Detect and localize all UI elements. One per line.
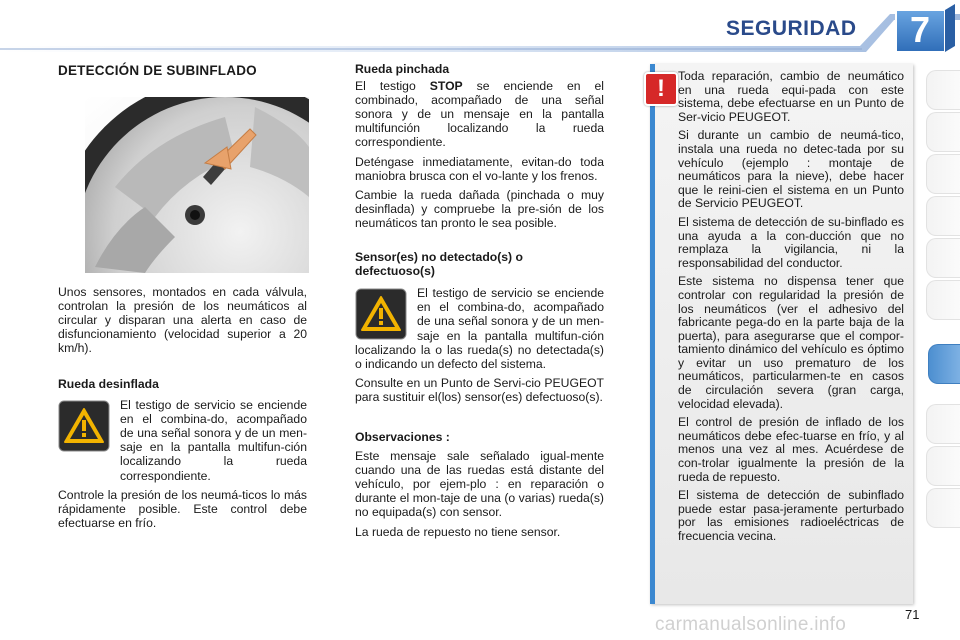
sensor-heading: Sensor(es) no detectado(s) o defectuoso(s) [355,250,523,279]
warning-icon [58,400,110,452]
side-tab[interactable] [926,112,960,152]
intro-text [58,285,307,360]
wheel-photo [85,97,309,273]
observations-heading: Observaciones : [355,429,450,444]
observations-paragraph-2: La rueda de repuesto no tiene sensor. [355,524,561,539]
note-paragraph-3: El sistema de detección de su-binflado es una ayuda a la con-ducción que no remplaza la vigilancia, ni la responsabilidad del conductor. [678,214,904,270]
flat-tyre-paragraph-1 [355,79,604,149]
flat-tyre-heading: Rueda pinchada [355,62,450,76]
notes-panel [650,64,913,604]
side-tab[interactable] [926,196,960,236]
sensor-paragraph-1: El testigo de servicio se enciende en el combina-do, acompañado de una señal sonora y de un men-saje en la pantalla multifun-ción localizando la o las rueda(s) no detectada(s) o indicando un defecto del sistema. [355,286,604,371]
section-title: SEGURIDAD [726,17,857,40]
deflated-check-paragraph: Controle la presión de los neumá-ticos lo más rápidamente posible. Este control debe efectuarse en frío. [58,487,307,530]
warning-icon [355,288,407,340]
side-tab[interactable] [926,238,960,278]
page-title: DETECCIÓN DE SUBINFLADO [58,63,257,78]
flat-tyre-paragraph-2: Deténgase inmediatamente, evitan-do toda maniobra brusca con el vo-lante y los frenos. [355,154,604,183]
page-number: 71 [905,607,920,622]
chapter-number: 7 [909,9,931,50]
note-paragraph-6: El sistema de detección de subinflado puede estar pasa-jeramente perturbado por las emisiones radioeléctricas de frecuencia vecina. [678,488,904,543]
notes-content [678,70,904,549]
sensor-paragraph-2: Consulte en un Punto de Servi-cio PEUGEOT para sustituir el(los) sensor(es) defectuoso(s). [355,375,604,404]
flat-tyre-text-b: se enciende en el combinado, acompañado de una señal sonora y de un mensaje en la pantalla multifunción localizando la rueda correspondiente. [355,79,604,150]
flat-tyre-paragraph-3: Cambie la rueda dañada (pinchada o muy desinflada) y compruebe la pre-sión de los neumáticos tan pronto le sea posible. [355,187,604,230]
side-tab[interactable] [926,404,960,444]
deflated-section [58,377,307,535]
stop-indicator-label: STOP [429,79,463,94]
exclamation-icon: ! [644,72,678,106]
page-header [0,0,960,60]
side-tab[interactable] [926,488,960,528]
observations-paragraph-1: Este mensaje sale señalado igual-mente cuando una de las ruedas está distante del vehículo, por ejem-plo : en reparación o durante el mon-taje de una (o varias) rueda(s) no equipada(s) con sensor. [355,449,604,520]
note-paragraph-1: Toda reparación, cambio de neumático en una rueda equi-pada con este sistema, debe efectuarse en un Punto de Ser-vicio PEUGEOT. [678,69,904,124]
deflated-heading: Rueda desinflada [58,377,159,391]
middle-column [355,62,604,544]
intro-paragraph: Unos sensores, montados en cada válvula, controlan la presión de los neumáticos al circular y disparan una alerta en caso de disfuncionamiento (velocidad superior a 20 km/h). [58,285,307,356]
flat-tyre-text-a: El testigo [355,79,430,94]
note-paragraph-4: Este sistema no dispensa tener que controlar con regularidad la presión de los neumáticos (ver el adhesivo del fabricante pega-do en la parte baja de la puerta), para asegurarse que el compor-tamiento dinámico del vehículo es óptimo y evitar un uso prematuro de los neumáticos, particularmen-te en casos de circulación severa (gran carga, velocidad elevada). [678,274,904,411]
side-tab[interactable] [926,280,960,320]
deflated-paragraph: El testigo de servicio se enciende en el combina-do, acompañado de una señal sonora y de un men-saje en la pantalla multifun-ción localizando la rueda correspondiente. [120,398,307,483]
note-paragraph-2: Si durante un cambio de neumá-tico, instala una rueda no detec-tada por su vehículo (ejemplo : montaje de neumáticos para la nieve), debe hacer que le reini-cien el sistema en un Punto de Servicio PEUGEOT. [678,128,904,211]
watermark: carmanualsonline.info [655,614,847,635]
side-tab[interactable] [926,154,960,194]
side-tab[interactable] [926,70,960,110]
side-tab-active[interactable] [928,344,960,384]
side-tab[interactable] [926,446,960,486]
note-paragraph-5: El control de presión de inflado de los neumáticos debe efec-tuarse en frío, y al menos una vez al mes. Acuérdese de con-trolar igualmente la presión de la rueda de repuesto. [678,415,904,484]
